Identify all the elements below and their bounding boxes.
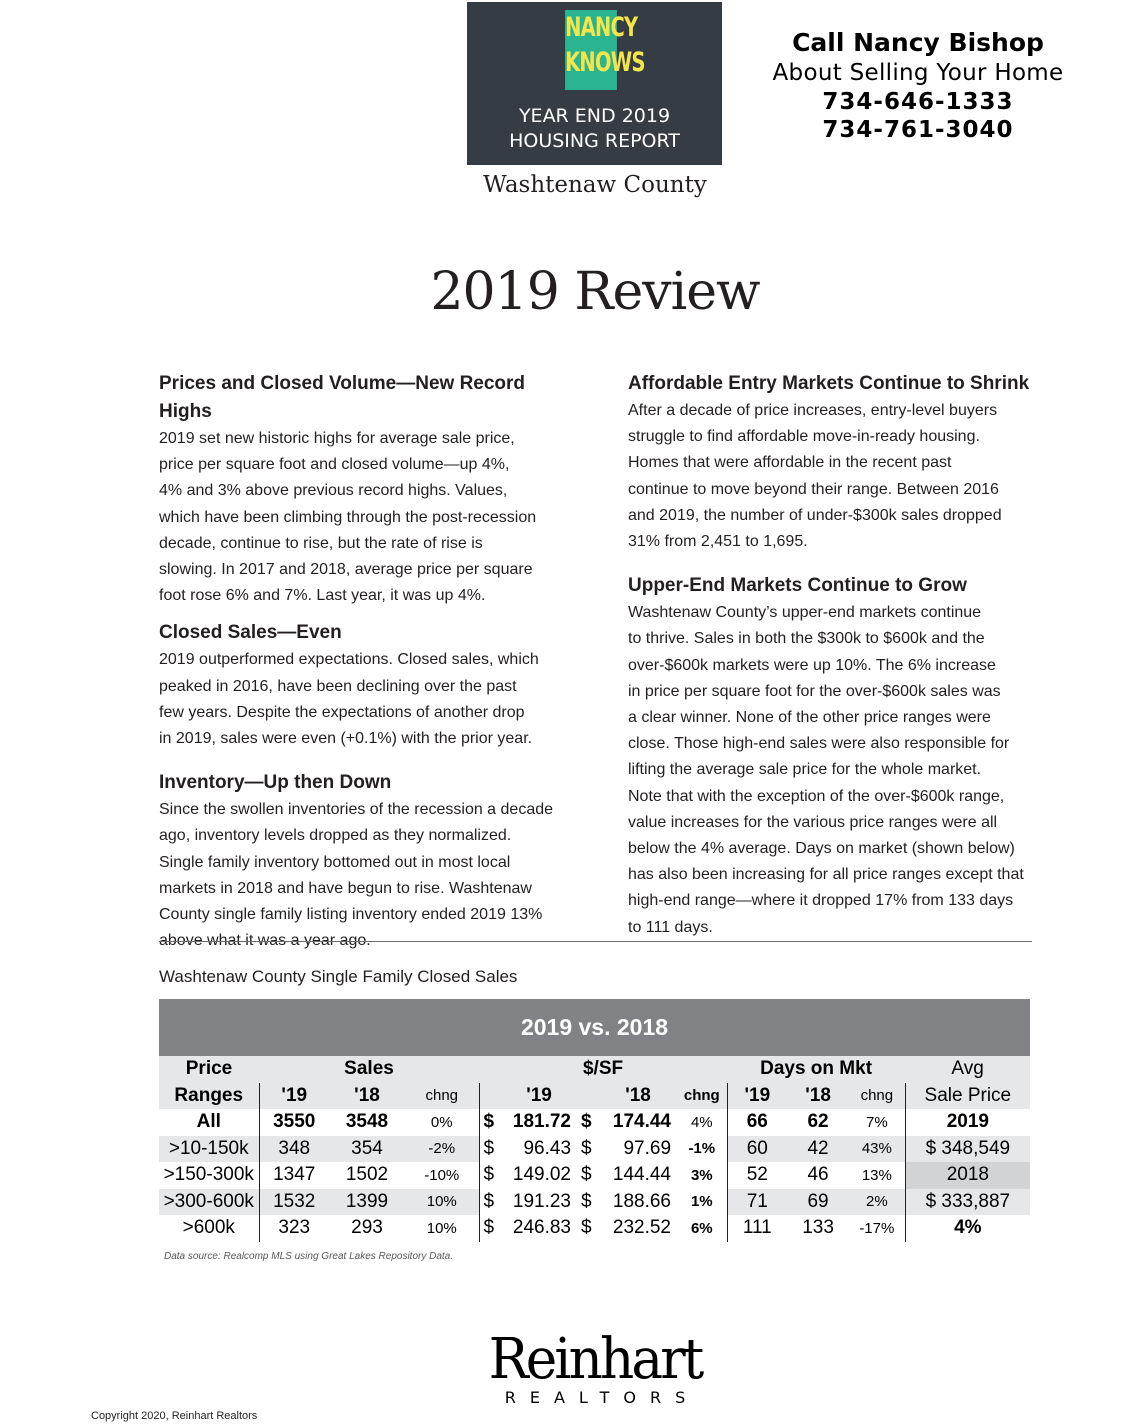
table-row: >150-300k 1347 1502 -10% $ 149.02 $ 144.44 3% 52 46 13% 2018: [159, 1162, 1030, 1189]
report-title: [467, 104, 722, 154]
closed-sales-table: [159, 999, 1030, 1242]
section-heading: Inventory—Up then Down: [159, 772, 392, 794]
contact-tagline: About Selling Your Home: [772, 60, 1064, 86]
contact-name: Call Nancy Bishop: [792, 28, 1044, 57]
nancy-knows-logo: [565, 10, 645, 90]
col-group-avg: Avg: [905, 1056, 1030, 1083]
section-body: 2019 set new historic highs for average sale price, price per square foot and closed volume—up 4%, 4% and 3% above previous record highs. Values, which have been climbing through the post-recession decade, continue to rise, but the rate of rise is slowing. In 2017 and 2018, average price per square foot rose 6% and 7%. Last year, it was up 4%.: [159, 430, 537, 605]
logo-line-2: KNOWS: [565, 47, 645, 78]
left-column: [159, 370, 571, 954]
contact-block: [748, 28, 1088, 144]
table-row: >600k 323 293 10% $ 246.83 $ 232.52 6% 111 133 -17% 4%: [159, 1215, 1030, 1242]
table-header: 2019 vs. 2018: [159, 999, 1030, 1056]
cell-range: All: [196, 1111, 221, 1133]
table-row: >300-600k 1532 1399 10% $ 191.23 $ 188.66 1% 71 69 2% $ 333,887: [159, 1189, 1030, 1216]
brand-subtitle: REALTORS: [504, 1388, 700, 1407]
page-title: 2019 Review: [430, 262, 760, 322]
section-body: Washtenaw County’s upper-end markets continue to thrive. Sales in both the $300k to $600k and the over-$600k markets were up 10%. The 6% increase in price per square foot for the over-$600k sales was a clear winner. None of the other price ranges were close. Those high-end sales were also responsible for lifting the average sale price for the whole market. Note that with the exception of the over-$600k range, value increases for the various price ranges were all below the 4% average. Days on market (shown below) has also been increasing for all price ranges except that high-end range—where it dropped 17% from 133 days to 111 days.: [628, 604, 1024, 936]
col-avg-sale: Sale Price: [905, 1083, 1030, 1110]
table-row: All 3550 3548 0% $ 181.72 $ 174.44 4% 66 62 7% 2019: [159, 1109, 1030, 1136]
report-title-line-1: YEAR END 2019: [518, 105, 671, 127]
col-ranges: Ranges: [159, 1083, 259, 1110]
report-title-line-2: HOUSING REPORT: [509, 130, 680, 152]
section-divider: [159, 941, 1032, 942]
col-sales-chng: chng: [405, 1083, 479, 1110]
data-table: [159, 1056, 1030, 1242]
right-column: [628, 370, 1043, 941]
county-subtitle: Washtenaw County: [483, 172, 707, 198]
contact-phone-2: 734-761-3040: [822, 117, 1014, 143]
section-heading: Closed Sales—Even: [159, 622, 342, 644]
section-heading: Prices and Closed Volume—New Record Highs: [159, 373, 526, 422]
contact-phone-1: 734-646-1333: [822, 89, 1014, 115]
col-dom-18: '18: [787, 1083, 849, 1110]
reinhart-logo: [470, 1327, 720, 1407]
col-group-price: Price: [159, 1056, 259, 1083]
col-dom-19: '19: [727, 1083, 787, 1110]
brand-name: Reinhart: [488, 1327, 702, 1392]
section-heading: Upper-End Markets Continue to Grow: [628, 575, 967, 597]
col-psf-18: '18: [599, 1083, 677, 1110]
col-group-dom: Days on Mkt: [727, 1056, 905, 1083]
sub-header-row: [159, 1083, 1030, 1110]
logo-line-1: NANCY: [565, 12, 638, 43]
col-psf-chng: chng: [677, 1083, 727, 1110]
col-group-sales: Sales: [259, 1056, 479, 1083]
data-source-note: Data source: Realcomp MLS using Great Lakes Repository Data.: [164, 1251, 454, 1262]
col-group-psf: $/SF: [479, 1056, 727, 1083]
group-header-row: [159, 1056, 1030, 1083]
section-heading: Affordable Entry Markets Continue to Shrink: [628, 373, 1030, 394]
report-badge: [467, 2, 722, 165]
col-psf-19: '19: [501, 1083, 577, 1110]
col-dom-chng: chng: [849, 1083, 905, 1110]
col-sales-18: '18: [329, 1083, 405, 1110]
copyright: Copyright 2020, Reinhart Realtors: [91, 1410, 258, 1422]
table-caption: Washtenaw County Single Family Closed Sales: [159, 967, 518, 986]
section-body: Since the swollen inventories of the recession a decade ago, inventory levels dropped as they normalized. Single family inventory bottomed out in most local markets in 2018 and have begun to rise. Washtenaw County single family listing inventory ended 2019 13% above what it was a year ago.: [159, 801, 554, 950]
col-sales-19: '19: [259, 1083, 329, 1110]
table-row: >10-150k 348 354 -2% $ 96.43 $ 97.69 -1% 60 42 43% $ 348,549: [159, 1136, 1030, 1163]
section-body: 2019 outperformed expectations. Closed sales, which peaked in 2016, have been declining over the past few years. Despite the expectations of another drop in 2019, sales were even (+0.1%) with the prior year.: [159, 651, 539, 748]
section-body: After a decade of price increases, entry-level buyers struggle to find affordable move-in-ready housing. Homes that were affordable in the recent past continue to move beyond their range. Between 2016 and 2019, the number of under-$300k sales dropped 31% from 2,451 to 1,695.: [628, 402, 1002, 551]
